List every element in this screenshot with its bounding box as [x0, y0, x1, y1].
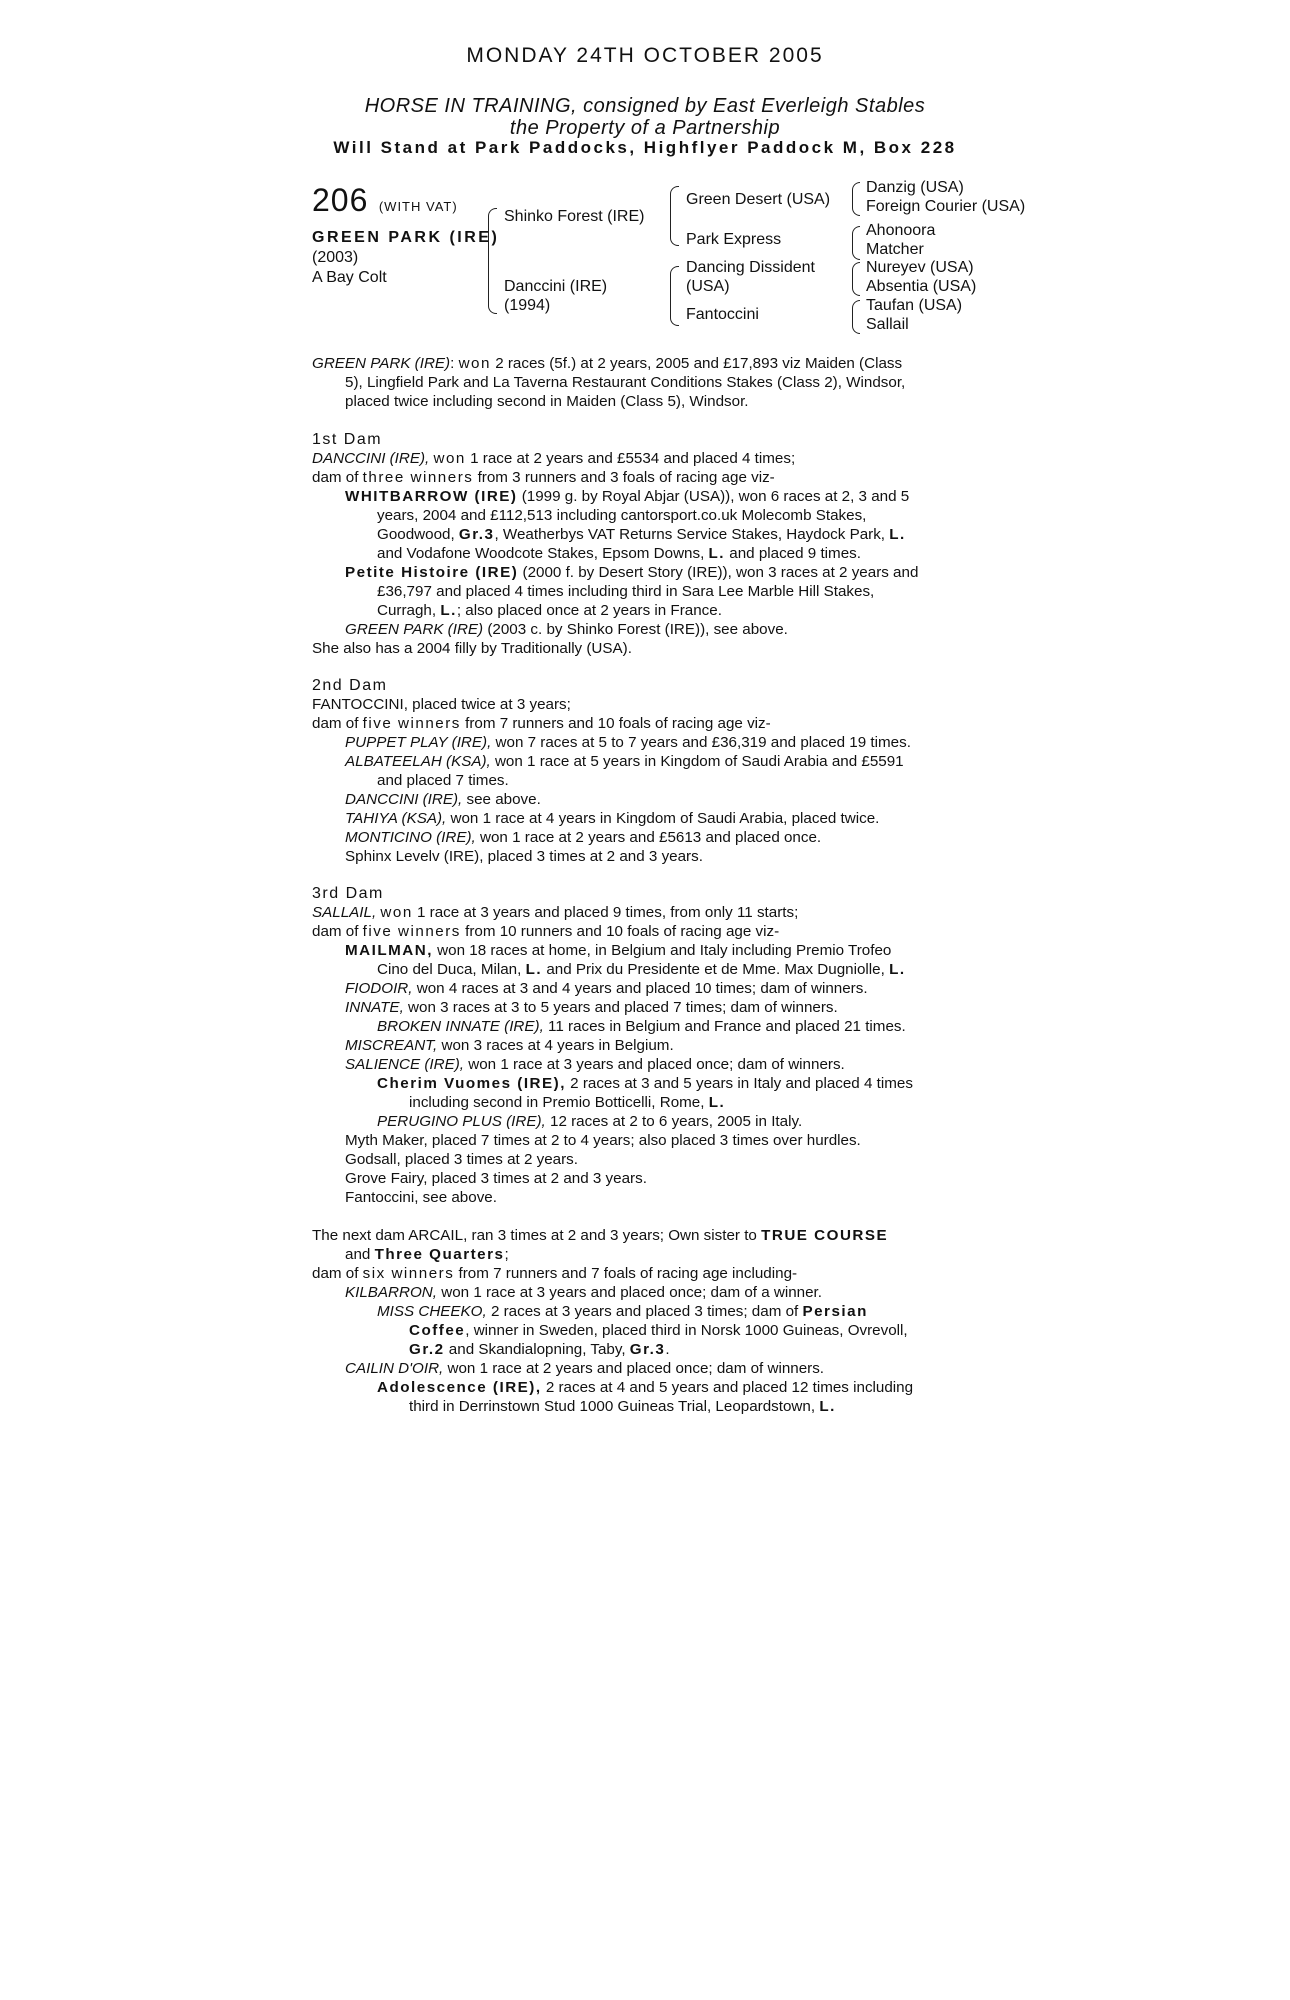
text: ; also placed once at 2 years in France.	[456, 602, 722, 619]
pedigree-sire-sire: Green Desert (USA)	[686, 191, 831, 208]
pedigree-g5: Nureyev (USA)	[866, 259, 974, 276]
progeny-entry: Sphinx Levelv (IRE), placed 3 times at 2 and 3 years.	[345, 848, 703, 865]
progeny-name: SALIENCE (IRE),	[345, 1056, 464, 1073]
text: won 1 race at 2 years and £5613 and placed once.	[480, 829, 822, 846]
next-dam-section	[312, 1226, 992, 1416]
pedigree-g7: Taufan (USA)	[866, 297, 963, 314]
text: from 7 runners and 7 foals of racing age including-	[458, 1265, 798, 1282]
first-dam-won: won	[433, 450, 466, 467]
pedigree-dam-sire-1: Dancing Dissident	[686, 259, 815, 276]
progeny-entry: Myth Maker, placed 7 times at 2 to 4 years; also placed 3 times over hurdles.	[345, 1132, 861, 1149]
progeny-name: GREEN PARK (IRE)	[345, 621, 484, 638]
grade: L.	[708, 1094, 726, 1111]
progeny-name: Adolescence (IRE),	[377, 1379, 542, 1396]
pedigree-g2: Foreign Courier (USA)	[866, 198, 1026, 215]
text: from 7 runners and 10 foals of racing age viz-	[465, 715, 771, 732]
text: dam of	[312, 469, 359, 486]
text: and Prix du Presidente et de Mme. Max Dugniolle,	[546, 961, 885, 978]
progeny-name: Petite Histoire (IRE)	[345, 564, 519, 581]
pedigree-brace-g1	[852, 182, 860, 216]
pedigree-g8: Sallail	[866, 316, 909, 333]
text: (2000 f. by Desert Story (IRE)), won 3 races at 2 years and	[522, 564, 919, 581]
text: , Weatherbys VAT Returns Service Stakes, Haydock Park,	[494, 526, 886, 543]
pedigree-sire: Shinko Forest (IRE)	[504, 208, 645, 225]
additional-note: She also has a 2004 filly by Traditionally (USA).	[312, 640, 632, 657]
second-dam-name: FANTOCCINI, placed twice at 3 years;	[312, 696, 571, 713]
progeny-name: TRUE COURSE	[761, 1227, 889, 1244]
progeny-name: WHITBARROW (IRE)	[345, 488, 518, 505]
pedigree-dam: Danccini (IRE)	[504, 278, 608, 295]
text: won 18 races at home, in Belgium and Italy including Premio Trofeo	[437, 942, 892, 959]
record-text-1: 2 races (5f.) at 2 years, 2005 and £17,893 viz Maiden (Class	[495, 355, 903, 372]
progeny-name: MAILMAN,	[345, 942, 433, 959]
text: , winner in Sweden, placed third in Norsk 1000 Guineas, Ovrevoll,	[465, 1322, 908, 1339]
pedigree-brace-main	[488, 208, 497, 314]
grade: Gr.3	[458, 526, 495, 543]
grade: L.	[708, 545, 726, 562]
progeny-entry: Fantoccini, see above.	[345, 1189, 497, 1206]
second-dam-section	[312, 676, 992, 866]
text: The next dam ARCAIL, ran 3 times at 2 and 3 years; Own sister to	[312, 1227, 757, 1244]
progeny-name: BROKEN INNATE (IRE),	[377, 1018, 544, 1035]
text: won	[380, 904, 413, 921]
text: and placed 9 times.	[729, 545, 861, 562]
progeny-name: PERUGINO PLUS (IRE),	[377, 1113, 546, 1130]
text: and	[345, 1246, 371, 1263]
text: third in Derrinstown Stud 1000 Guineas Trial, Leopardstown,	[409, 1398, 816, 1415]
progeny-name: FIODOIR,	[345, 980, 413, 997]
text: won 1 race at 4 years in Kingdom of Saudi Arabia, placed twice.	[450, 810, 880, 827]
text: dam of	[312, 923, 359, 940]
winners-count: five winners	[362, 715, 461, 732]
text: won 3 races at 4 years in Belgium.	[441, 1037, 674, 1054]
winners-count: three winners	[362, 469, 474, 486]
pedigree-sire-dam: Park Express	[686, 231, 782, 248]
text: (1999 g. by Royal Abjar (USA)), won 6 races at 2, 3 and 5	[521, 488, 910, 505]
consignor-line: HORSE IN TRAINING, consigned by East Everleigh Stables	[364, 95, 926, 117]
progeny-name: PUPPET PLAY (IRE),	[345, 734, 492, 751]
progeny-name: CAILIN D'OIR,	[345, 1360, 444, 1377]
record-text-3: placed twice including second in Maiden (Class 5), Windsor.	[345, 393, 749, 410]
pedigree-g6: Absentia (USA)	[866, 278, 977, 295]
progeny-name: INNATE,	[345, 999, 404, 1016]
text: (2003 c. by Shinko Forest (IRE)), see above.	[487, 621, 788, 638]
grade: L.	[889, 961, 906, 978]
race-record: GREEN PARK (IRE): won 2 races (5f.) at 2 years, 2005 and £17,893 viz Maiden (Class 5), Lingfield Park and La Taverna Restaurant Conditions Stakes (Class 2), Windsor, placed twice including second in Maiden (Class 5), Windsor.	[312, 354, 992, 411]
progeny-name: Coffee	[409, 1322, 466, 1339]
pedigree-brace-dam	[670, 266, 679, 326]
text: and placed 7 times.	[377, 772, 509, 789]
text: won 7 races at 5 to 7 years and £36,319 and placed 19 times.	[495, 734, 911, 751]
sale-date: MONDAY 24TH OCTOBER 2005	[466, 44, 824, 67]
grade: Gr.3	[629, 1341, 666, 1358]
progeny-name: MONTICINO (IRE),	[345, 829, 476, 846]
text: see above.	[466, 791, 541, 808]
first-dam-section	[312, 430, 992, 658]
pedigree-g4: Matcher	[866, 241, 924, 258]
text: won 4 races at 3 and 4 years and placed 10 times; dam of winners.	[416, 980, 868, 997]
horse-description: A Bay Colt	[312, 269, 387, 286]
first-dam-name: DANCCINI (IRE),	[312, 450, 430, 467]
horse-identity	[312, 228, 499, 288]
grade: Gr.2	[409, 1341, 445, 1358]
text: dam of	[312, 715, 359, 732]
pedigree-dam-sire-2: (USA)	[686, 278, 730, 295]
text: 1 race at 3 years and placed 9 times, from only 11 starts;	[417, 904, 799, 921]
pedigree-brace-g3	[852, 262, 860, 296]
text: 2 races at 4 and 5 years and placed 12 times including	[545, 1379, 914, 1396]
progeny-name: Cherim Vuomes (IRE),	[377, 1075, 566, 1092]
text: and Vodafone Woodcote Stakes, Epsom Downs,	[377, 545, 705, 562]
text: 2 races at 3 and 5 years in Italy and placed 4 times	[570, 1075, 913, 1092]
text: and Skandialopning, Taby,	[448, 1341, 626, 1358]
text: dam of	[312, 1265, 359, 1282]
progeny-name: MISS CHEEKO,	[377, 1303, 487, 1320]
pedigree-g1: Danzig (USA)	[866, 179, 964, 196]
first-dam-heading: 1st Dam	[312, 431, 383, 448]
text: Goodwood,	[377, 526, 455, 543]
record-won: won	[458, 355, 491, 372]
text: ;	[504, 1246, 509, 1263]
lot-number-block	[312, 182, 458, 219]
text: .	[665, 1341, 670, 1358]
horse-year: (2003)	[312, 249, 359, 266]
property-line: the Property of a Partnership	[509, 117, 781, 139]
pedigree-brace-sire	[670, 186, 679, 246]
text: from 10 runners and 10 foals of racing age viz-	[465, 923, 780, 940]
record-horse-name: GREEN PARK (IRE)	[312, 355, 451, 372]
second-dam-heading: 2nd Dam	[312, 677, 388, 694]
progeny-name: Three Quarters	[374, 1246, 505, 1263]
progeny-name: Persian	[802, 1303, 868, 1320]
grade: L.	[889, 526, 906, 543]
text: £36,797 and placed 4 times including third in Sara Lee Marble Hill Stakes,	[377, 583, 875, 600]
progeny-name: TAHIYA (KSA),	[345, 810, 447, 827]
stand-location: Will Stand at Park Paddocks, Highflyer Paddock M, Box 228	[333, 138, 957, 157]
first-dam-record: 1 race at 2 years and £5534 and placed 4 times;	[470, 450, 796, 467]
text: including second in Premio Botticelli, Rome,	[409, 1094, 705, 1111]
progeny-name: DANCCINI (IRE),	[345, 791, 463, 808]
progeny-entry: Grove Fairy, placed 3 times at 2 and 3 years.	[345, 1170, 647, 1187]
grade: L.	[819, 1398, 836, 1415]
lot-number: 206	[312, 182, 369, 218]
text: 2 races at 3 years and placed 3 times; dam of	[490, 1303, 799, 1320]
record-text-2: 5), Lingfield Park and La Taverna Restaurant Conditions Stakes (Class 2), Windsor,	[345, 374, 906, 391]
text: 11 races in Belgium and France and placed 21 times.	[548, 1018, 906, 1035]
grade: L.	[440, 602, 457, 619]
grade: L.	[525, 961, 543, 978]
text: won 1 race at 3 years and placed once; dam of winners.	[468, 1056, 845, 1073]
winners-count: five winners	[362, 923, 461, 940]
third-dam-section	[312, 884, 992, 1207]
text: from 3 runners and 3 foals of racing age viz-	[477, 469, 775, 486]
progeny-name: KILBARRON,	[345, 1284, 437, 1301]
third-dam-heading: 3rd Dam	[312, 885, 384, 902]
progeny-name: MISCREANT,	[345, 1037, 438, 1054]
text: Curragh,	[377, 602, 437, 619]
third-dam-name: SALLAIL,	[312, 904, 377, 921]
pedigree-dam-year: (1994)	[504, 297, 551, 314]
pedigree-brace-g2	[852, 226, 860, 260]
progeny-entry: Godsall, placed 3 times at 2 years.	[345, 1151, 578, 1168]
text: Cino del Duca, Milan,	[377, 961, 522, 978]
text: won 1 race at 2 years and placed once; dam of winners.	[447, 1360, 825, 1377]
pedigree-dam-dam: Fantoccini	[686, 306, 759, 323]
text: won 1 race at 5 years in Kingdom of Saudi Arabia and £5591	[494, 753, 904, 770]
horse-name: GREEN PARK (IRE)	[312, 229, 500, 246]
text: 12 races at 2 to 6 years, 2005 in Italy.	[550, 1113, 803, 1130]
winners-count: six winners	[362, 1265, 455, 1282]
text: years, 2004 and £112,513 including cantorsport.co.uk Molecomb Stakes,	[377, 507, 867, 524]
text: won 1 race at 3 years and placed once; dam of a winner.	[441, 1284, 822, 1301]
pedigree-g3: Ahonoora	[866, 222, 936, 239]
vat-note: (WITH VAT)	[378, 199, 458, 214]
pedigree-brace-g4	[852, 300, 860, 334]
text: won 3 races at 3 to 5 years and placed 7 times; dam of winners.	[408, 999, 838, 1016]
progeny-name: ALBATEELAH (KSA),	[345, 753, 491, 770]
